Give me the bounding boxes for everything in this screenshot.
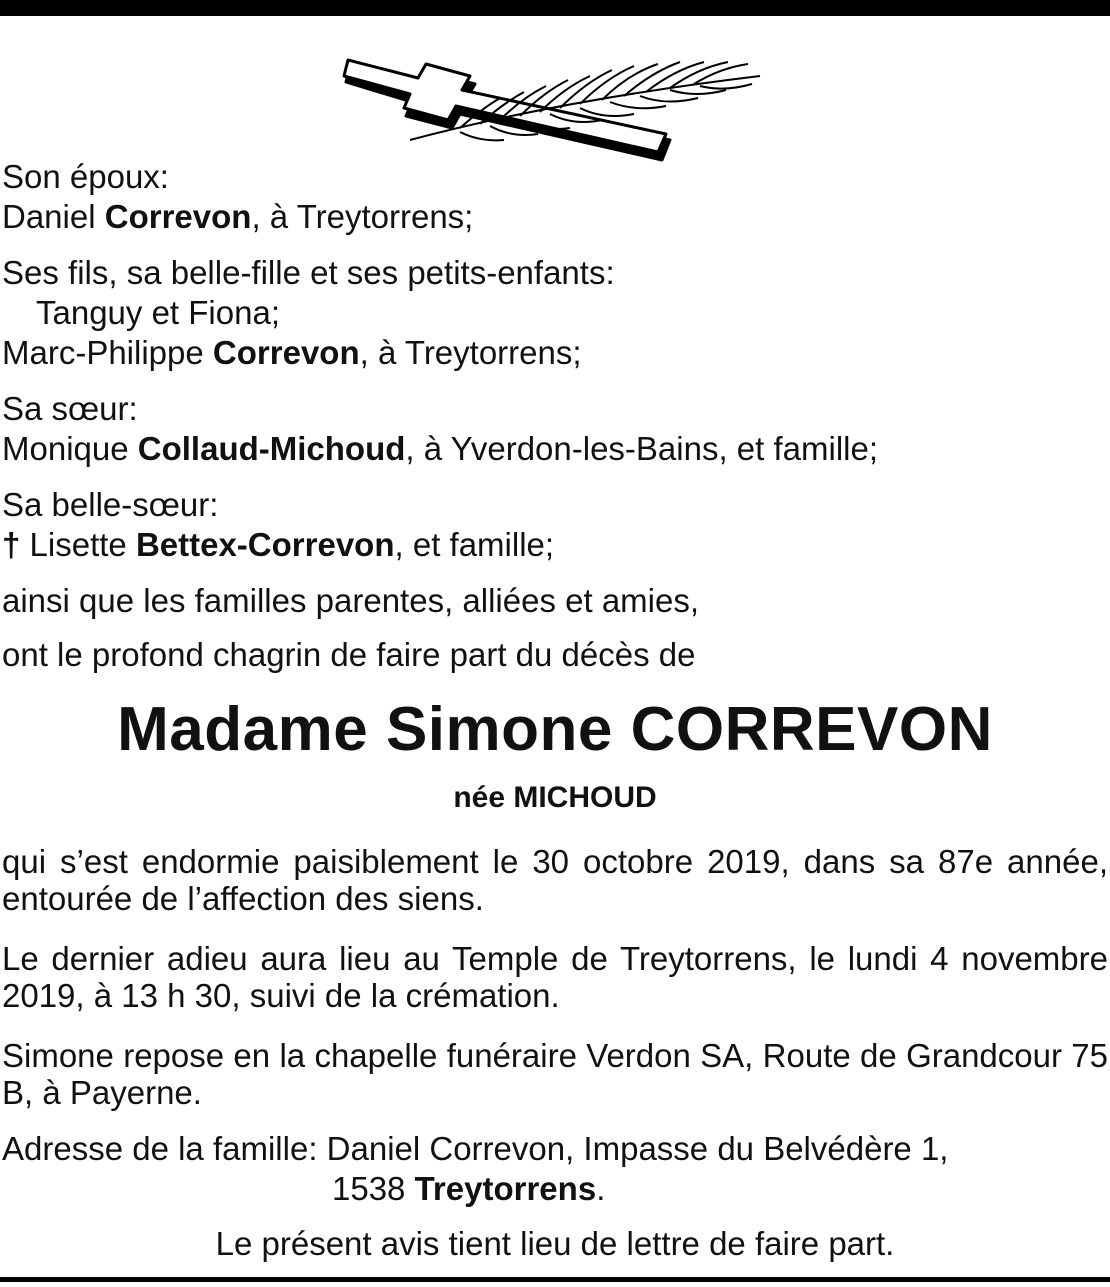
- sons-heading: Ses fils, sa belle-fille et ses petits-enfants:: [2, 254, 615, 291]
- family-address-city-line: [2, 1170, 1110, 1207]
- grandchildren-line: Tanguy et Fiona;: [36, 294, 280, 331]
- sister-first-name: Monique: [2, 430, 129, 467]
- deceased-name: Madame Simone CORREVON: [117, 695, 993, 764]
- spouse-heading: Son époux:: [2, 158, 169, 195]
- sister-in-law-heading: Sa belle-sœur:: [2, 486, 219, 523]
- maiden-name: née MICHOUD: [453, 781, 657, 814]
- son-first-name: Marc-Philippe: [2, 334, 204, 371]
- cross-with-palm-icon: [340, 40, 770, 162]
- sister-in-law-last-name: Bettex-Correvon: [135, 526, 395, 563]
- spouse-first-name: Daniel: [2, 198, 96, 235]
- sister-in-law-line: [2, 526, 1108, 563]
- address-postcode: 1538: [332, 1170, 406, 1207]
- family-address-line: Adresse de la famille: Daniel Correvon, Impasse du Belvédère 1,: [2, 1130, 949, 1167]
- spouse-rest: , à Treytorrens;: [251, 198, 474, 235]
- spouse-line: [2, 198, 1108, 235]
- spouse-last-name: Correvon: [104, 198, 252, 235]
- address-city: Treytorrens: [414, 1170, 597, 1207]
- closing-line: Le présent avis tient lieu de lettre de faire part.: [215, 1225, 895, 1262]
- sister-in-law-rest: , et famille;: [394, 526, 555, 563]
- top-rule: [0, 0, 1110, 16]
- son-last-name: Correvon: [212, 334, 360, 371]
- rest-place-paragraph: Simone repose en la chapelle funéraire Verdon SA, Route de Grandcour 75 B, à Payerne.: [2, 1037, 1108, 1111]
- passing-paragraph: qui s’est endormie paisiblement le 30 octobre 2019, dans sa 87e année, entourée de l’affection des siens.: [2, 843, 1108, 917]
- sister-heading: Sa sœur:: [2, 390, 138, 427]
- families-line: ainsi que les familles parentes, alliées et amies,: [2, 582, 700, 619]
- sister-in-law-first-name: Lisette: [29, 526, 127, 563]
- announcement-line: ont le profond chagrin de faire part du décès de: [2, 636, 696, 673]
- ceremony-paragraph: Le dernier adieu aura lieu au Temple de Treytorrens, le lundi 4 novembre 2019, à 13 h 30, suivi de la crémation.: [2, 940, 1108, 1014]
- bottom-rule: [0, 1277, 1110, 1282]
- son-line: [2, 334, 1108, 371]
- address-end: .: [596, 1170, 606, 1207]
- sister-line: [2, 430, 1108, 467]
- sister-rest: , à Yverdon-les-Bains, et famille;: [405, 430, 879, 467]
- son-rest: , à Treytorrens;: [359, 334, 582, 371]
- sister-last-name: Collaud-Michoud: [137, 430, 406, 467]
- deceased-cross-icon: †: [2, 526, 21, 563]
